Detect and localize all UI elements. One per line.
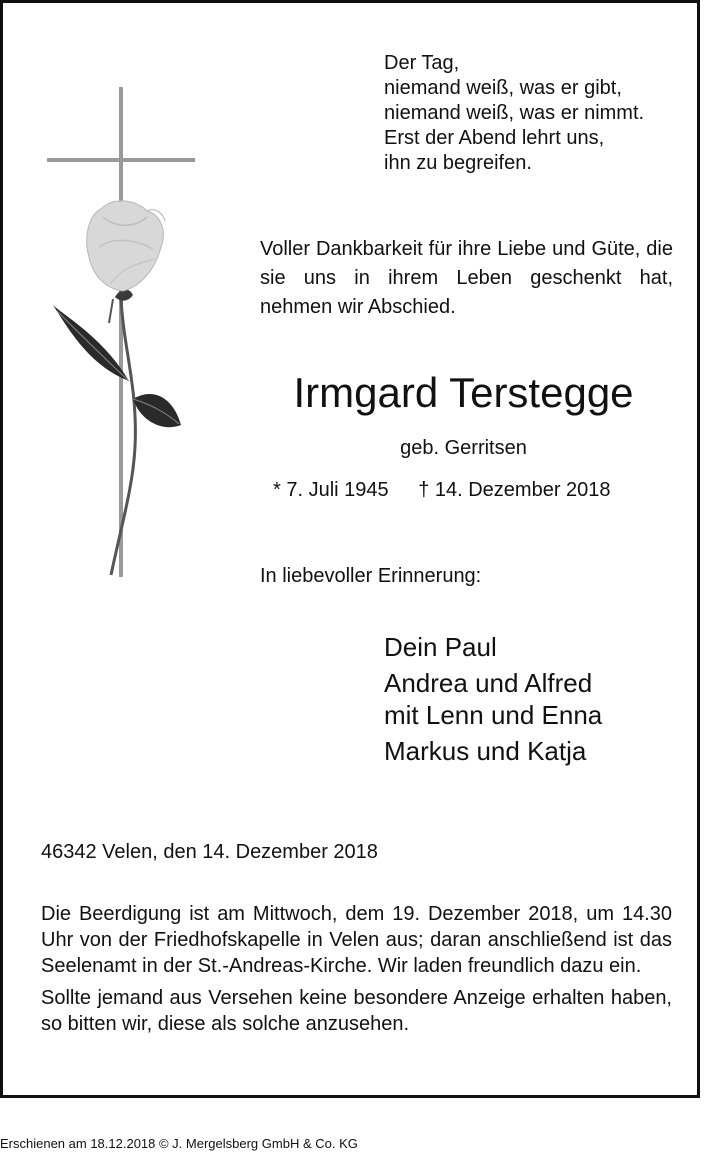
farewell-text: Voller Dankbarkeit für ihre Liebe und Güte, die sie uns in ihrem Leben geschenkt hat, nehmen wir Abschied.: [260, 238, 673, 318]
cross-icon: [47, 87, 195, 577]
birth-date: * 7. Juli 1945: [273, 479, 389, 501]
poem-line: ihn zu begreifen.: [384, 152, 532, 174]
rose-with-cross-icon: [43, 87, 203, 581]
rose-icon: [53, 201, 181, 575]
mourner-line: mit Lenn und Enna: [384, 700, 603, 730]
poem-line: niemand weiß, was er nimmt.: [384, 102, 645, 124]
poem-line: niemand weiß, was er gibt,: [384, 77, 622, 99]
mourner-line: Markus und Katja: [384, 736, 587, 766]
mourner-group: [384, 735, 602, 767]
funeral-notice: [41, 901, 672, 1043]
publication-footer: Erschienen am 18.12.2018 © J. Mergelsberg GmbH & Co. KG: [0, 1136, 358, 1151]
maiden-name: geb. Gerritsen: [400, 437, 527, 459]
poem-line: Der Tag,: [384, 52, 460, 74]
deceased-name: Irmgard Terstegge: [293, 369, 634, 416]
mourner-group: [384, 667, 602, 731]
funeral-details: Die Beerdigung ist am Mittwoch, dem 19. Dezember 2018, um 14.30 Uhr von der Friedhofskapelle in Velen aus; daran anschließend ist das Seelenamt in der St.-Andreas-Kirche. Wir laden freundlich dazu ein.: [41, 903, 672, 977]
memory-line: In liebevoller Erinnerung:: [260, 565, 482, 587]
mourner-group: [384, 631, 602, 663]
poem-line: Erst der Abend lehrt uns,: [384, 127, 605, 149]
place-and-date: 46342 Velen, den 14. Dezember 2018: [41, 841, 378, 863]
mourner-line: Dein Paul: [384, 632, 497, 662]
mourners-list: [384, 631, 602, 771]
death-date: † 14. Dezember 2018: [418, 479, 611, 501]
poem: [384, 51, 644, 176]
life-dates: [273, 478, 663, 502]
notice-disclaimer: Sollte jemand aus Versehen keine besondere Anzeige erhalten haben, so bitten wir, diese als solche anzusehen.: [41, 987, 672, 1035]
mourner-line: Andrea und Alfred: [384, 668, 593, 698]
